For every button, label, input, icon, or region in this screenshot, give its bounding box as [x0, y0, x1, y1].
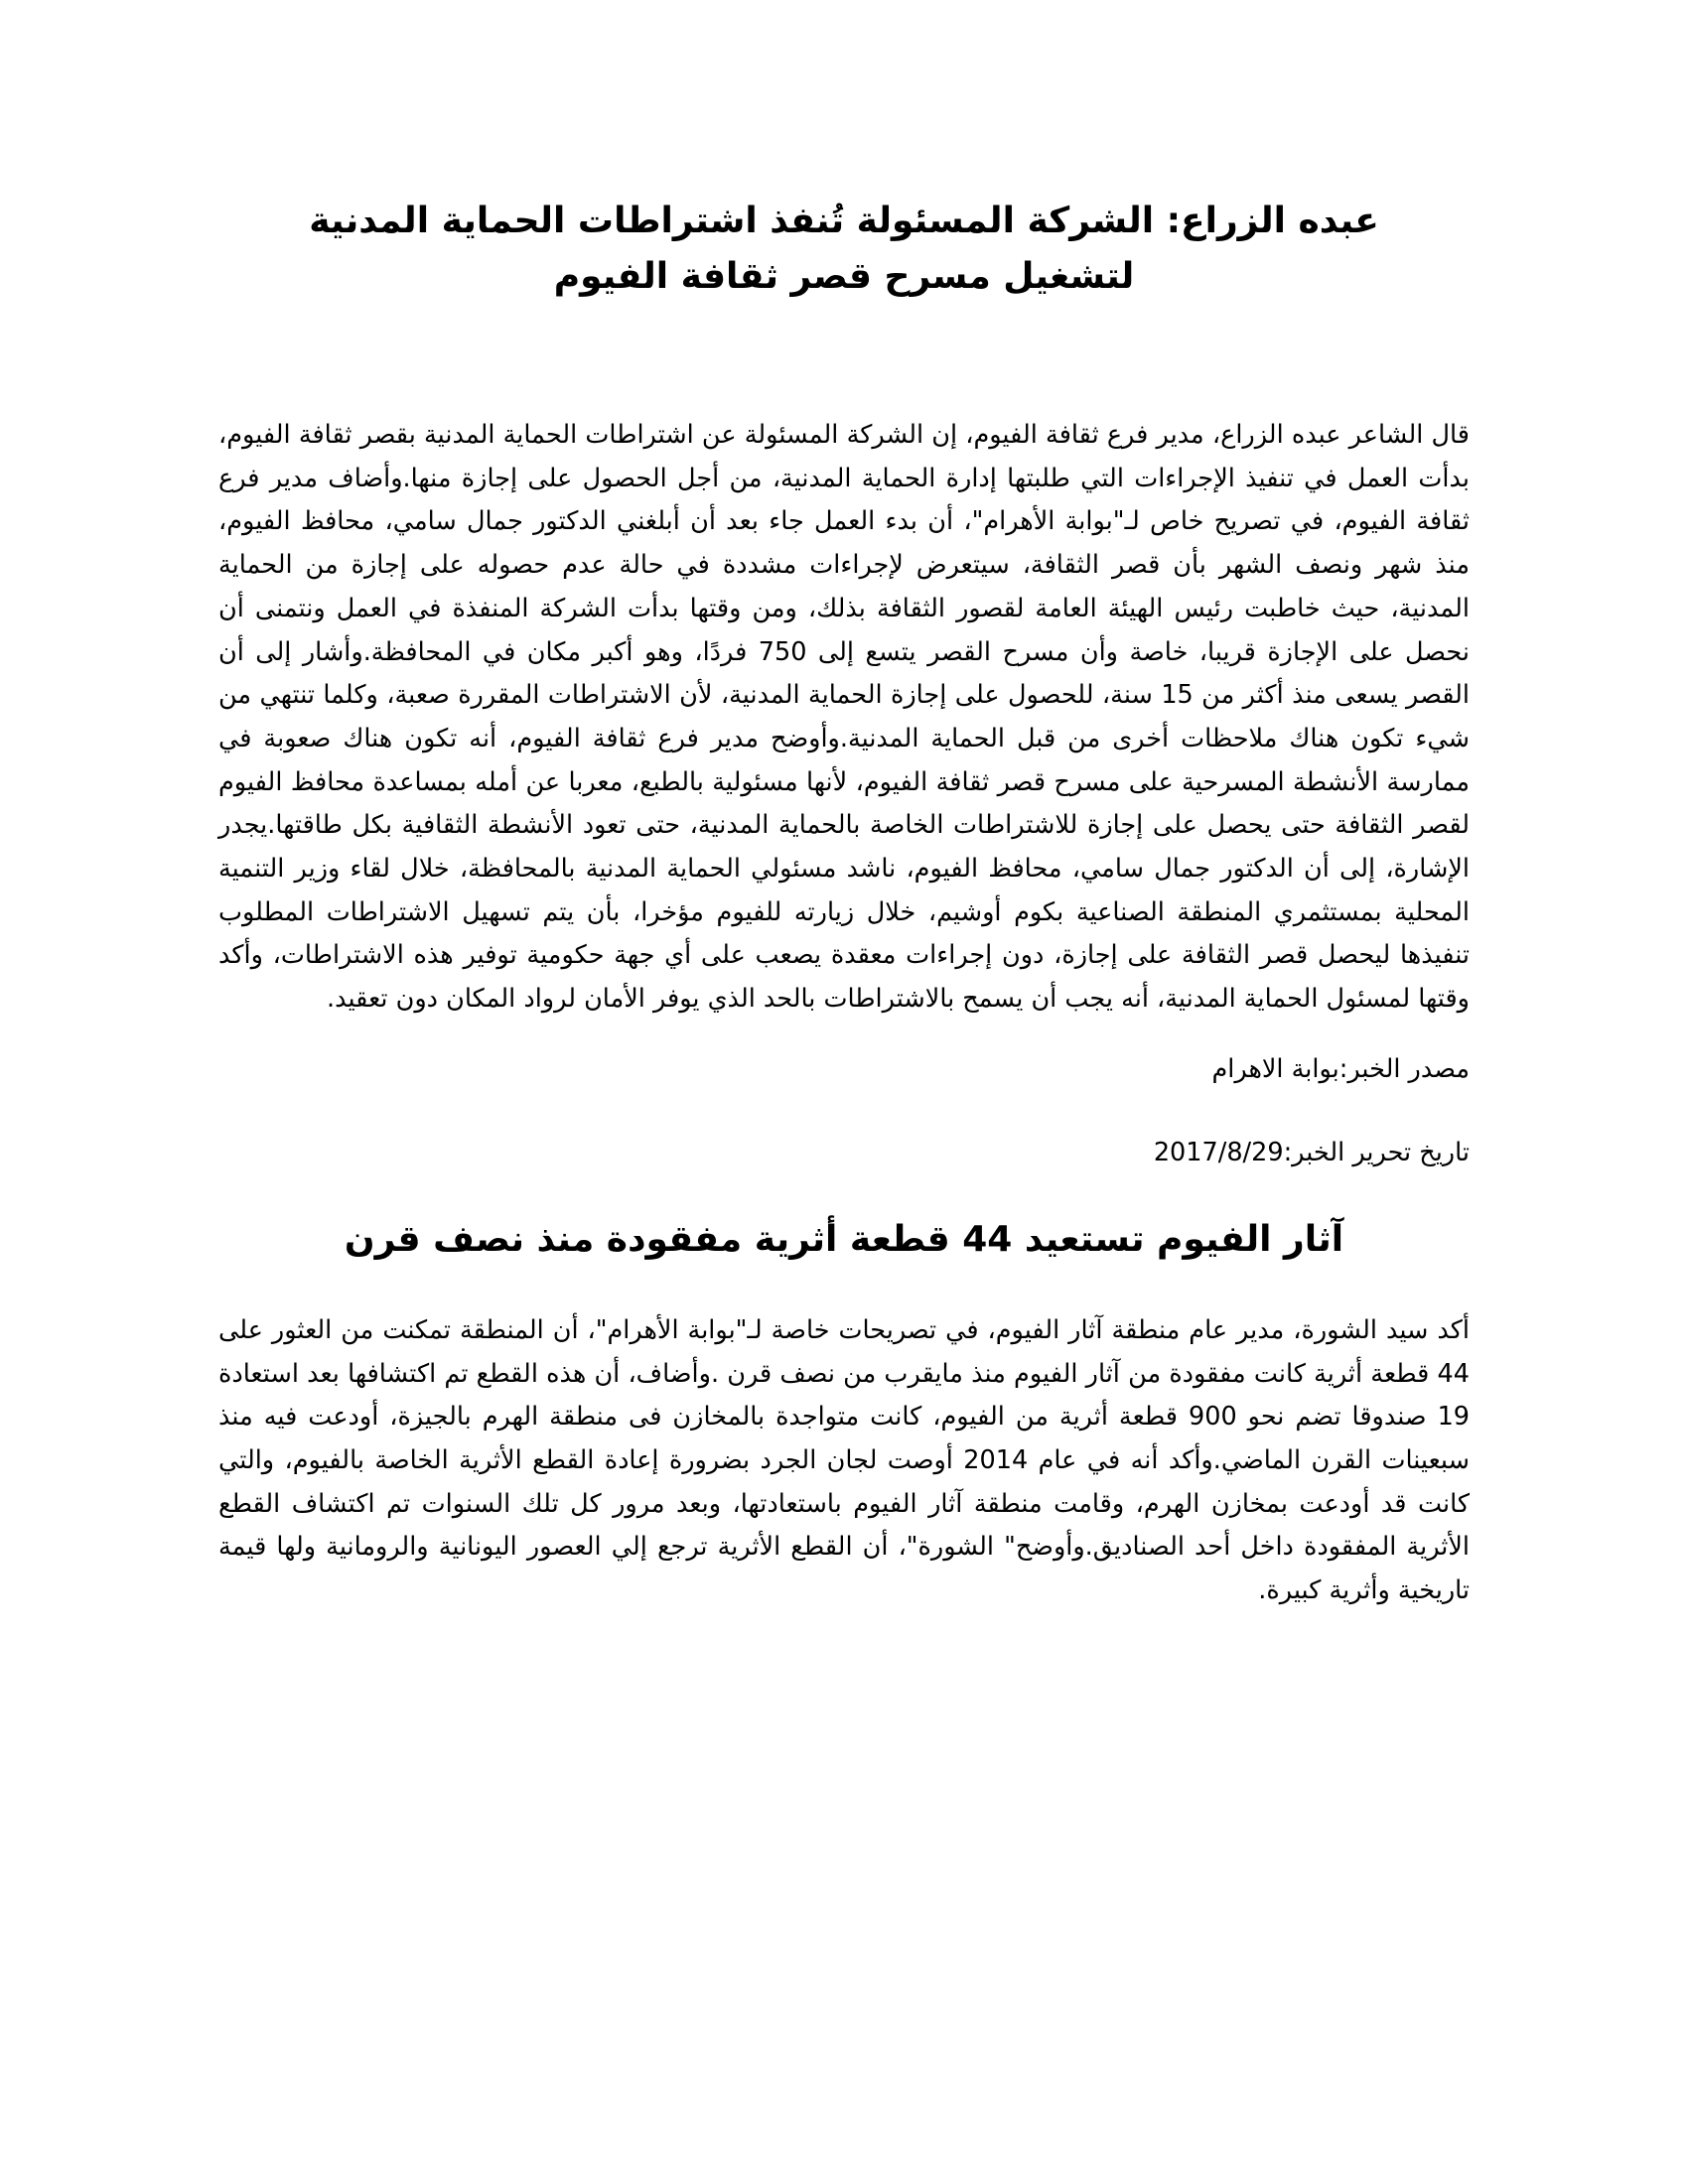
news-source: [218, 1047, 1470, 1091]
article-2-title: آثار الفيوم تستعيد 44 قطعة أثرية مفقودة منذ نصف قرن: [344, 1218, 1344, 1260]
article-1-title: عبده الزراع: الشركة المسئولة تُنفذ اشتراطات الحماية المدنية لتشغيل مسرح قصر ثقافة الفيوم: [309, 201, 1379, 297]
document-page: [218, 194, 1470, 1613]
news-source-label: مصدر الخبر:: [1338, 1053, 1470, 1084]
article-1-body: قال الشاعر عبده الزراع، مدير فرع ثقافة الفيوم، إن الشركة المسئولة عن اشتراطات الحماية المدنية بقصر ثقافة الفيوم، بدأت العمل في تنفيذ الإجراءات التي طلبتها إدارة الحماية المدنية، من أجل الحصول على إجازة منها.وأضاف مدير فرع ثقافة الفيوم، في تصريح خاص لـ"بوابة الأهرام"، أن بدء العمل جاء بعد أن أبلغني الدكتور جمال سامي، محافظ الفيوم، منذ شهر ونصف الشهر بأن قصر الثقافة، سيتعرض لإجراءات مشددة في حالة عدم حصوله على إجازة من الحماية المدنية، حيث خاطبت رئيس الهيئة العامة لقصور الثقافة بذلك، ومن وقتها بدأت الشركة المنفذة في العمل ونتمنى أن نحصل على الإجازة قريبا، خاصة وأن مسرح القصر يتسع إلى 750 فردًا، وهو أكبر مكان في المحافظة.وأشار إلى أن القصر يسعى منذ أكثر من 15 سنة، للحصول على إجازة الحماية المدنية، لأن الاشتراطات المقررة صعبة، وكلما تنتهي من شيء تكون هناك ملاحظات أخرى من قبل الحماية المدنية.وأوضح مدير فرع ثقافة الفيوم، أنه تكون هناك صعوبة في ممارسة الأنشطة المسرحية على مسرح قصر ثقافة الفيوم، لأنها مسئولية بالطبع، معربا عن أمله بمساعدة محافظ الفيوم لقصر الثقافة حتى يحصل على إجازة للاشتراطات الخاصة بالحماية المدنية، حتى تعود الأنشطة الثقافية بكل طاقتها.يجدر الإشارة، إلى أن الدكتور جمال سامي، محافظ الفيوم، ناشد مسئولي الحماية المدنية بالمحافظة، خلال لقاء وزير التنمية المحلية بمستثمري المنطقة الصناعية بكوم أوشيم، خلال زيارته للفيوم مؤخرا، بأن يتم تسهيل الاشتراطات المطلوب تنفيذها ليحصل قصر الثقافة على إجازة، دون إجراءات معقدة يصعب على أي جهة حكومية توفير هذه الاشتراطات، وأكد وقتها لمسئول الحماية المدنية، أنه يجب أن يسمح بالاشتراطات بالحد الذي يوفر الأمان لرواد المكان دون تعقيد.: [218, 420, 1470, 1015]
article-2-body: أكد سيد الشورة، مدير عام منطقة آثار الفيوم، في تصريحات خاصة لـ"بوابة الأهرام"، أن المنطقة تمكنت من العثور على 44 قطعة أثرية كانت مفقودة من آثار الفيوم منذ مايقرب من نصف قرن .وأضاف، أن هذه القطع تم اكتشافها بعد استعادة 19 صندوقا تضم نحو 900 قطعة أثرية من الفيوم، كانت متواجدة بالمخازن فى منطقة الهرم بالجيزة، أودعت فيه منذ سبعينات القرن الماضي.وأكد أنه في عام 2014 أوصت لجان الجرد بضرورة إعادة القطع الأثرية الخاصة بالفيوم، والتي كانت قد أودعت بمخازن الهرم، وقامت منطقة آثار الفيوم باستعادتها، وبعد مرور كل تلك السنوات تم اكتشاف القطع الأثرية المفقودة داخل أحد الصناديق.وأوضح" الشورة"، أن القطع الأثرية ترجع إلي العصور اليونانية والرومانية ولها قيمة تاريخية وأثرية كبيرة.: [218, 1314, 1471, 1606]
news-date-value: 2017/8/29: [1153, 1137, 1284, 1167]
news-source-value: بوابة الاهرام: [1211, 1053, 1339, 1084]
news-date: [218, 1131, 1470, 1174]
news-date-label: تاريخ تحرير الخبر:: [1283, 1137, 1470, 1167]
